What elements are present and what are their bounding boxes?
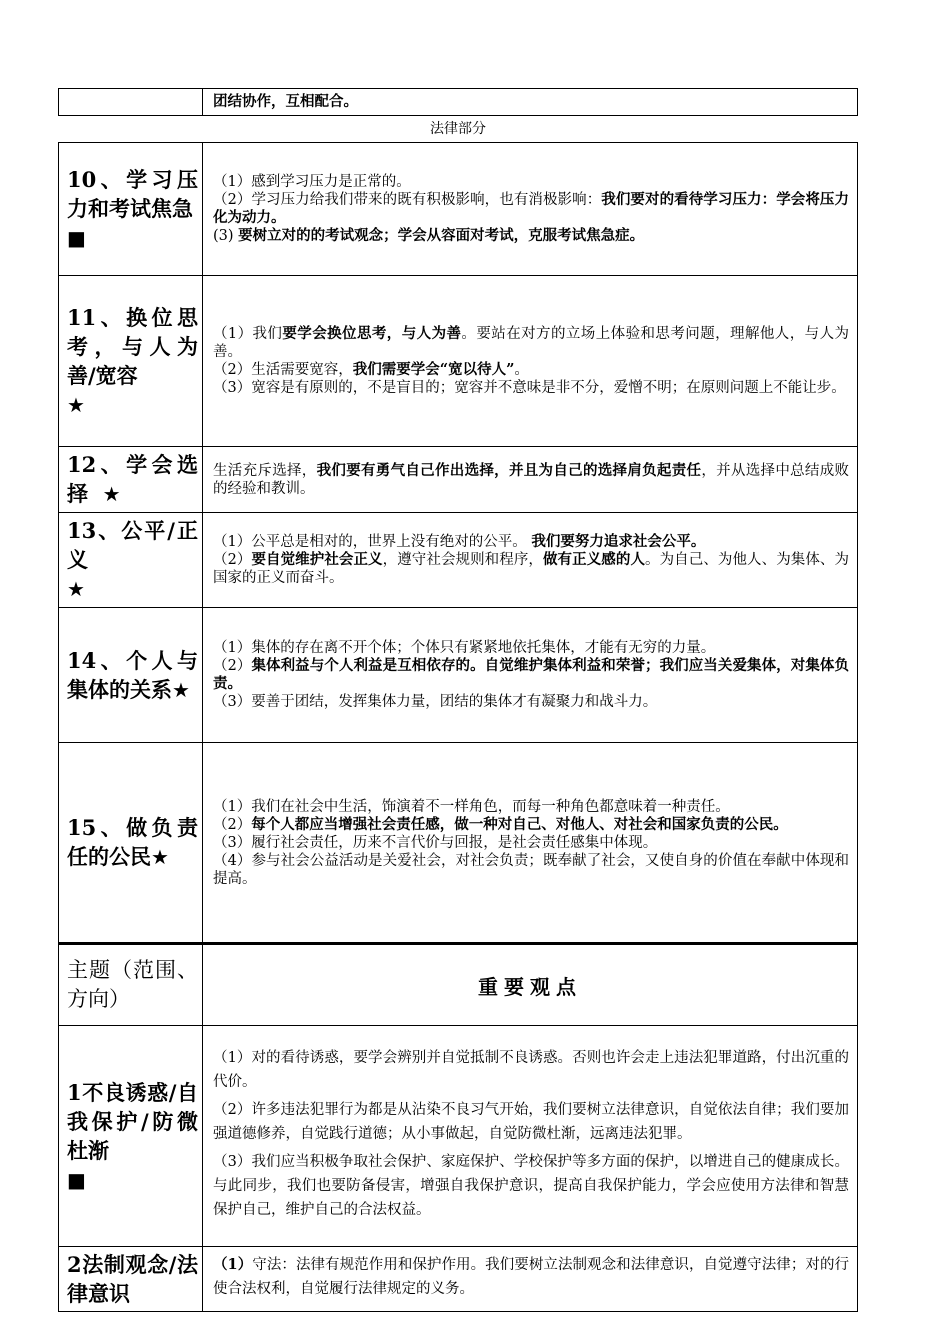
star-marker-icon: ★ xyxy=(172,677,190,702)
topic-title: 2法制观念/法律意识 xyxy=(67,1252,198,1306)
viewpoint-paragraph xyxy=(213,816,849,834)
emphasis-text: 集体利益与个人利益是互相依存的。自觉维护集体利益和荣誉；我们应当关爱集体，对集体负责。 xyxy=(213,657,849,692)
topic-title: 11、换位思考，与人为善/宽容 xyxy=(67,304,198,388)
body-text: 法律有规范作用和保护作用。我们要树立法制观念和法律意识，自觉遵守法律；对的行使合法权利，自觉履行法律规定的义务。 xyxy=(213,1257,850,1297)
viewpoint-cell xyxy=(203,513,858,608)
body-text: ，并从选择中总结成败的经验和教训。 xyxy=(213,462,850,497)
body-text: ，遵守社会规则和程序， xyxy=(382,552,543,568)
table-row xyxy=(59,1026,858,1247)
viewpoint-paragraph xyxy=(213,1098,849,1146)
viewpoint-paragraph xyxy=(213,1150,849,1222)
topic-cell xyxy=(59,1247,203,1312)
table-row xyxy=(59,1247,858,1312)
viewpoint-cell xyxy=(203,608,858,743)
topic-title: 15、做负责任的公民 xyxy=(67,815,198,869)
viewpoint-cell xyxy=(203,276,858,447)
body-text: （2） xyxy=(213,552,252,568)
viewpoint-paragraph xyxy=(213,639,849,657)
table-row xyxy=(59,513,858,608)
header-topic: 主题（范围、方向） xyxy=(59,944,203,1026)
body-text: 生活充斥选择， xyxy=(213,462,317,479)
viewpoint-paragraph xyxy=(213,227,849,245)
table-row xyxy=(59,89,858,116)
body-text: （1）公平总是相对的，世界上没有绝对的公平。 xyxy=(213,534,532,550)
continuation-table xyxy=(58,88,858,116)
emphasis-text: 要学会换位思考，与人为善 xyxy=(282,325,462,342)
viewpoint-cell xyxy=(203,143,858,276)
body-text: （2） xyxy=(213,658,252,674)
body-text: 。 xyxy=(514,362,529,378)
document-sheet xyxy=(58,88,858,1312)
body-text: （1）我们在社会中生活，饰演着不一样角色，而每一种角色都意味着一种责任。 xyxy=(213,798,730,815)
topic-cell xyxy=(59,743,203,943)
topic-cell xyxy=(59,143,203,276)
emphasis-text: （1） xyxy=(213,1256,253,1273)
viewpoint-cell xyxy=(203,1026,858,1247)
emphasis-text: 我们要有勇气自己作出选择，并且为自己的选择肩负起责任 xyxy=(316,461,702,479)
viewpoint-paragraph xyxy=(213,361,849,379)
body-text: （1）感到学习压力是正常的。 xyxy=(213,174,411,190)
body-text: （3）要善于团结，发挥集体力量，团结的集体才有凝聚力和战斗力。 xyxy=(213,694,658,710)
viewpoint-paragraph xyxy=(213,173,849,191)
topic-title: 10、学习压力和考试焦急 xyxy=(67,167,198,221)
topic-cell xyxy=(59,1026,203,1247)
body-text: (3) xyxy=(213,228,239,244)
viewpoint-paragraph xyxy=(213,379,849,397)
viewpoint-cell xyxy=(203,1247,858,1312)
topic-title: 12、学会选择 xyxy=(67,452,198,506)
body-text: （2） xyxy=(213,816,252,833)
section-title: 法律部分 xyxy=(430,121,486,137)
star-marker-icon: ★ xyxy=(102,482,121,506)
body-text: 。要站在对方的立场上体验和思考问题，理解他人，与人为善。 xyxy=(213,326,849,360)
body-text: 守法： xyxy=(252,1257,296,1273)
table-row xyxy=(59,447,858,513)
emphasis-text: 每个人都应当增强社会责任感，做一种对自己、对他人、对社会和国家负责的公民。 xyxy=(251,815,788,833)
viewpoint-paragraph xyxy=(213,852,849,888)
topic-cell xyxy=(59,276,203,447)
topic-table-a xyxy=(58,142,858,943)
square-marker-icon: ■ xyxy=(67,226,86,250)
body-text: 。为自己、为他人、为集体、为国家的正义而奋斗。 xyxy=(213,552,850,586)
viewpoint-paragraph xyxy=(213,657,849,693)
emphasis-text: 我们要对的看待学习压力：学会将压力化为动力。 xyxy=(213,191,849,226)
viewpoint-paragraph xyxy=(213,191,849,227)
topic-table-b xyxy=(58,943,858,1312)
viewpoint-paragraph xyxy=(213,834,849,852)
viewpoint-paragraph xyxy=(213,462,849,498)
square-marker-icon: ■ xyxy=(67,1167,86,1192)
body-text: （3）履行社会责任，历来不言代价与回报，是社会责任感集中体现。 xyxy=(213,834,658,851)
topic-cell xyxy=(59,608,203,743)
body-text: （1）我们 xyxy=(213,326,283,342)
table-row xyxy=(59,608,858,743)
star-marker-icon: ★ xyxy=(151,845,169,869)
topic-title: 14、个人与集体的关系 xyxy=(67,647,198,702)
emphasis-text: 我们要努力追求社会公平。 xyxy=(531,533,706,550)
viewpoint-paragraph xyxy=(213,798,849,816)
body-text: （2）生活需要宽容， xyxy=(213,362,353,378)
topic-title: 1不良诱惑/自我保护/防微杜渐 xyxy=(67,1079,198,1163)
body-text: （2）许多违法犯罪行为都是从沾染不良习气开始，我们要树立法律意识，自觉依法自律；我们要加强道德修养，自觉践行道德；从小事做起，自觉防微杜渐，远离违法犯罪。 xyxy=(213,1102,849,1142)
topic-cell xyxy=(59,447,203,513)
topic-title: 13、公平/正义 xyxy=(67,518,198,572)
cell-text: 团结协作，互相配合。 xyxy=(203,89,858,116)
empty-topic-cell xyxy=(59,89,203,116)
viewpoint-paragraph xyxy=(213,1046,849,1094)
table-header-row xyxy=(59,944,858,1026)
body-text: （2）学习压力给我们带来的既有积极影响，也有消极影响： xyxy=(213,192,602,208)
star-marker-icon: ★ xyxy=(67,577,85,601)
body-text: （3）宽容是有原则的，不是盲目的；宽容并不意味是非不分，爱憎不明；在原则问题上不能让步。 xyxy=(213,380,846,396)
table-row xyxy=(59,143,858,276)
emphasis-text: 要树立对的的考试观念；学会从容面对考试，克服考试焦急症。 xyxy=(238,227,645,244)
viewpoint-paragraph xyxy=(213,1253,849,1301)
emphasis-text: 我们需要学会“宽以待人” xyxy=(352,361,515,378)
topic-cell xyxy=(59,513,203,608)
emphasis-text: 做有正义感的人 xyxy=(542,551,646,568)
viewpoint-cell xyxy=(203,743,858,943)
table-row xyxy=(59,276,858,447)
body-text: （4）参与社会公益活动是关爱社会，对社会负责；既奉献了社会，又使自身的价值在奉献中体现和提高。 xyxy=(213,852,849,887)
viewpoint-paragraph xyxy=(213,551,849,587)
body-text: （1）对的看待诱惑，要学会辨别并自觉抵制不良诱惑。否则也许会走上违法犯罪道路，付出沉重的代价。 xyxy=(213,1050,849,1090)
star-marker-icon: ★ xyxy=(67,392,85,417)
viewpoint-paragraph xyxy=(213,325,849,361)
viewpoint-paragraph xyxy=(213,693,849,711)
viewpoint-paragraph xyxy=(213,533,849,551)
viewpoint-cell xyxy=(203,447,858,513)
body-text: （1）集体的存在离不开个体；个体只有紧紧地依托集体，才能有无穷的力量。 xyxy=(213,640,716,656)
body-text: （3）我们应当积极争取社会保护、家庭保护、学校保护等多方面的保护，以增进自己的健康成长。与此同步，我们也要防备侵害，增强自我保护意识，提高自我保护能力，学会应使用方法律和智慧保护自己，维护自己的合法权益。 xyxy=(213,1154,849,1218)
header-viewpoints: 重要观点 xyxy=(203,944,858,1026)
table-row xyxy=(59,743,858,943)
emphasis-text: 要自觉维护社会正义 xyxy=(251,551,383,568)
